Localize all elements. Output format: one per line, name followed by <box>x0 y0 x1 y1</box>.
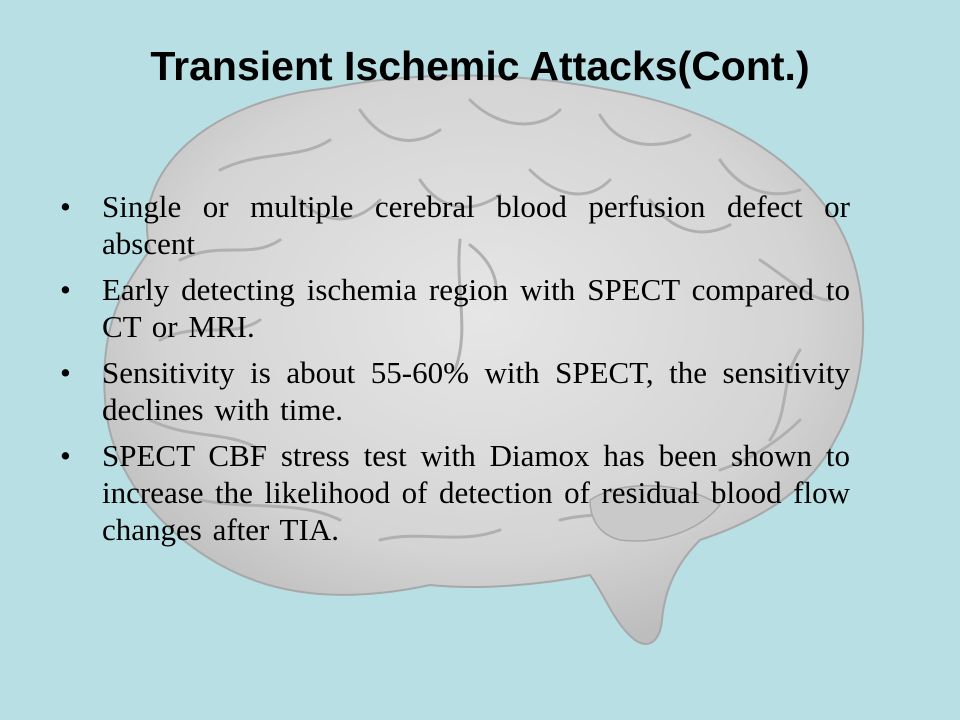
slide-title: Transient Ischemic Attacks(Cont.) <box>150 43 810 89</box>
bullet-item <box>60 188 850 262</box>
bullet-text: Single or multiple cerebral blood perfusion defect or abscent <box>102 189 850 261</box>
bullet-item <box>60 354 850 428</box>
bullet-text: Sensitivity is about 55-60% with SPECT, the sensitivity declines with time. <box>102 355 850 427</box>
bullet-marker: • <box>60 438 71 473</box>
bullet-marker: • <box>60 189 71 224</box>
bullet-list <box>60 188 850 557</box>
bullet-text: SPECT CBF stress test with Diamox has been shown to increase the likelihood of detection of residual blood flow changes after TIA. <box>102 438 850 547</box>
bullet-text: Early detecting ischemia region with SPECT compared to CT or MRI. <box>102 272 850 344</box>
bullet-item <box>60 271 850 345</box>
bullet-item <box>60 437 850 548</box>
bullet-marker: • <box>60 355 71 390</box>
bullet-marker: • <box>60 272 71 307</box>
